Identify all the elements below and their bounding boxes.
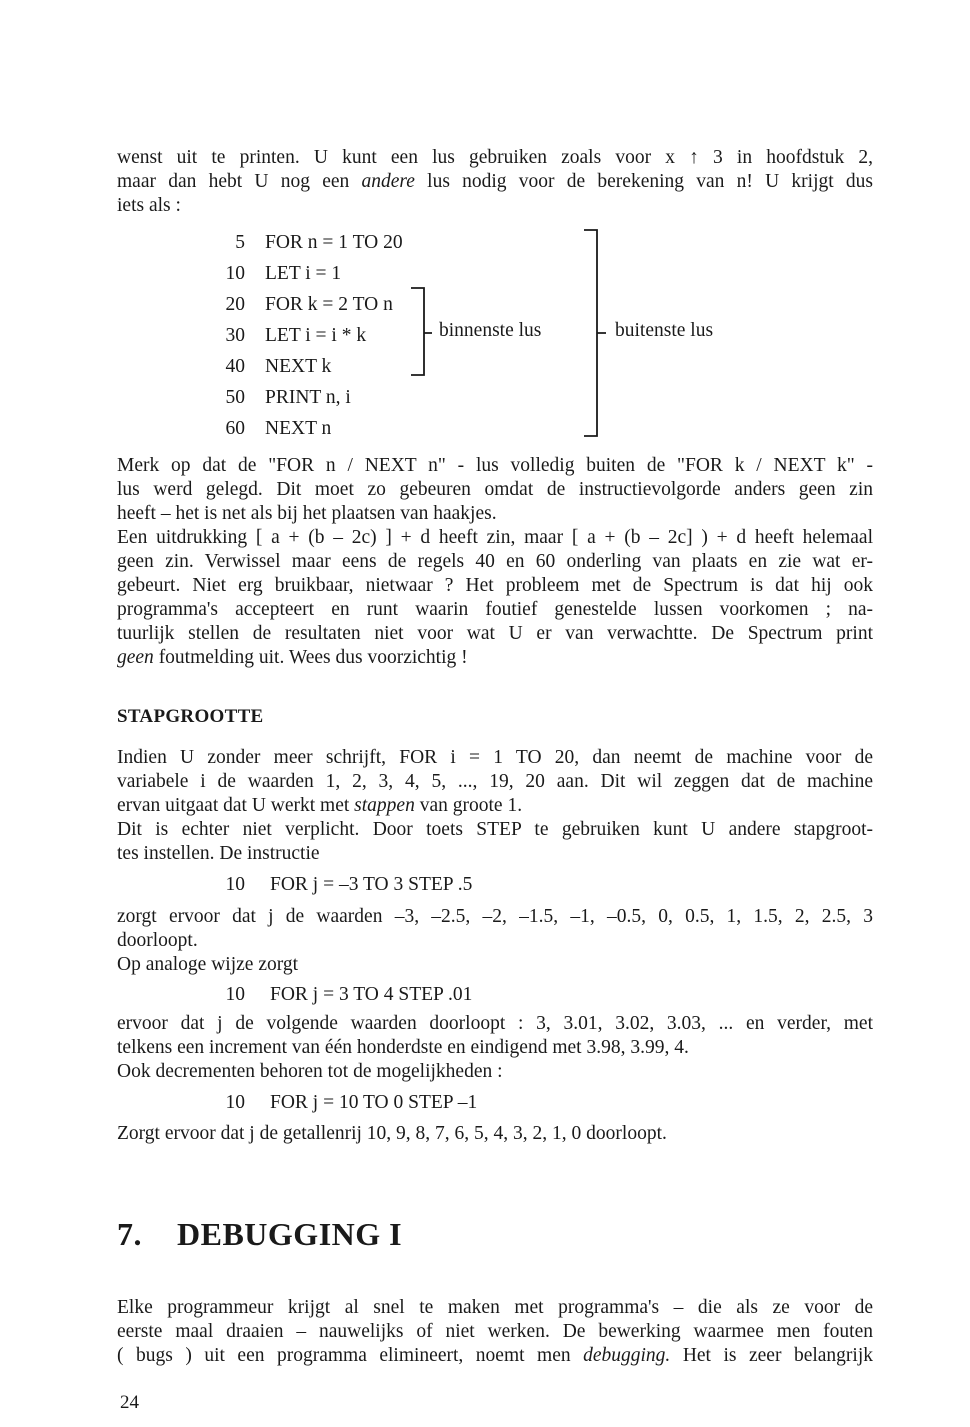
code-statement: FOR j = 10 TO 0 STEP –1: [270, 1092, 478, 1113]
line-number: 60: [225, 418, 245, 439]
emphasis: stappen: [354, 795, 415, 816]
step-paragraph-3: [117, 1012, 873, 1084]
code-statement: FOR j = 3 TO 4 STEP .01: [270, 984, 473, 1005]
text-line: Zorgt ervoor dat j de getallenrij 10, 9, 8, 7, 6, 5, 4, 3, 2, 1, 0 doorloopt.: [117, 1123, 667, 1144]
text-line: ervan uitgaat dat U werkt met stappen van groote 1.: [117, 795, 523, 816]
emphasis: andere: [361, 171, 415, 192]
chapter-number: 7.: [117, 1216, 142, 1252]
code-statement: NEXT k: [265, 356, 332, 377]
text-line: wenst uit te printen. U kunt een lus gebruiken zoals voor x ↑ 3 in hoofdstuk 2,: [117, 147, 873, 168]
inner-loop-bracket: [411, 288, 432, 375]
step-paragraph-4: [117, 1122, 873, 1146]
line-number: 30: [225, 325, 245, 346]
text-line: Merk op dat de "FOR n / NEXT n" - lus volledig buiten de "FOR k / NEXT k" -: [117, 455, 873, 476]
code-statement: FOR k = 2 TO n: [265, 294, 393, 315]
code-example-3: [215, 1091, 535, 1115]
text-line: variabele i de waarden 1, 2, 3, 4, 5, ..., 19, 20 aan. Dit wil zeggen dat de machine: [117, 771, 873, 792]
text-line: iets als :: [117, 195, 181, 216]
code-example-2: [215, 983, 535, 1007]
code-statement: FOR j = –3 TO 3 STEP .5: [270, 874, 473, 895]
text-line: doorloopt.: [117, 930, 198, 951]
text-line: Indien U zonder meer schrijft, FOR i = 1 TO 20, dan neemt de machine voor de: [117, 747, 873, 768]
emphasis: geen: [117, 647, 154, 668]
page-number: 24: [120, 1392, 139, 1413]
text-line: eerste maal draaien – nauwelijks of niet werken. De bewerking waarmee men fouten: [117, 1321, 873, 1342]
text-line: maar dan hebt U nog een andere lus nodig voor de berekening van n! U krijgt dus: [117, 171, 874, 192]
text-line: lus werd gelegd. Dit moet zo gebeuren omdat de instructievolgorde anders geen zin: [117, 479, 873, 500]
code-statement: PRINT n, i: [265, 387, 351, 408]
line-number: 40: [225, 356, 245, 377]
text-line: tes instellen. De instructie: [117, 843, 320, 864]
text-line: heeft – het is net als bij het plaatsen van haakjes.: [117, 503, 497, 524]
outer-loop-bracket: [584, 230, 606, 436]
text-line: Een uitdrukking [ a + (b – 2c) ] + d heeft zin, maar [ a + (b – 2c] ) + d heeft helemaal: [117, 527, 873, 548]
nesting-explanation: [117, 454, 873, 670]
line-number: 10: [225, 263, 245, 284]
step-paragraph-1: [117, 746, 873, 866]
text-line: programma's accepteert en runt waarin foutief genestelde lussen voorkomen ; na-: [117, 599, 873, 620]
text-line: ( bugs ) uit een programma elimineert, noemt men debugging. Het is zeer belangrijk: [117, 1345, 873, 1366]
line-number: 5: [235, 232, 245, 253]
line-number: 10: [225, 984, 245, 1005]
text-line: ervoor dat j de volgende waarden doorloopt : 3, 3.01, 3.02, 3.03, ... en verder, met: [117, 1013, 873, 1034]
emphasis: debugging.: [583, 1345, 671, 1366]
line-number: 50: [225, 387, 245, 408]
nesting-brackets: [0, 0, 970, 460]
code-statement: FOR n = 1 TO 20: [265, 232, 403, 253]
text-line: tuurlijk stellen de resultaten niet voor wat U er van verwachtte. De Spectrum print: [117, 623, 873, 644]
text-line: telkens een increment van één honderdste en eindigend met 3.98, 3.99, 4.: [117, 1037, 689, 1058]
inner-loop-label: binnenste lus: [439, 320, 542, 341]
line-number: 20: [225, 294, 245, 315]
code-statement: NEXT n: [265, 418, 332, 439]
line-number: 10: [225, 874, 245, 895]
code-example-1: [215, 873, 535, 897]
text-line: geen zin. Verwissel maar eens de regels 40 en 60 onderling van plaats en zie wat er-: [117, 551, 873, 572]
text-line: geen foutmelding uit. Wees dus voorzichtig !: [117, 647, 468, 668]
text-line: zorgt ervoor dat j de waarden –3, –2.5, –2, –1.5, –1, –0.5, 0, 0.5, 1, 1.5, 2, 2.5, 3: [117, 906, 873, 927]
text-line: gebeurt. Niet erg bruikbaar, nietwaar ? Het probleem met de Spectrum is dat hij ook: [117, 575, 873, 596]
section-heading: STAPGROOTTE: [117, 706, 264, 727]
text-line: Elke programmeur krijgt al snel te maken met programma's – die als ze voor de: [117, 1297, 873, 1318]
code-statement: LET i = 1: [265, 263, 342, 284]
text-line: Ook decrementen behoren tot de mogelijkheden :: [117, 1061, 503, 1082]
program-listing: [0, 0, 970, 460]
outer-loop-label: buitenste lus: [615, 320, 714, 341]
chapter-intro-paragraph: [117, 1296, 873, 1368]
text-line: Dit is echter niet verplicht. Door toets STEP te gebruiken kunt U andere stapgroot-: [117, 819, 873, 840]
chapter-title: DEBUGGING I: [177, 1216, 403, 1252]
line-number: 10: [225, 1092, 245, 1113]
chapter-heading: [117, 1216, 402, 1253]
code-statement: LET i = i * k: [265, 325, 367, 346]
step-paragraph-2: [117, 905, 873, 977]
text-line: Op analoge wijze zorgt: [117, 954, 299, 975]
